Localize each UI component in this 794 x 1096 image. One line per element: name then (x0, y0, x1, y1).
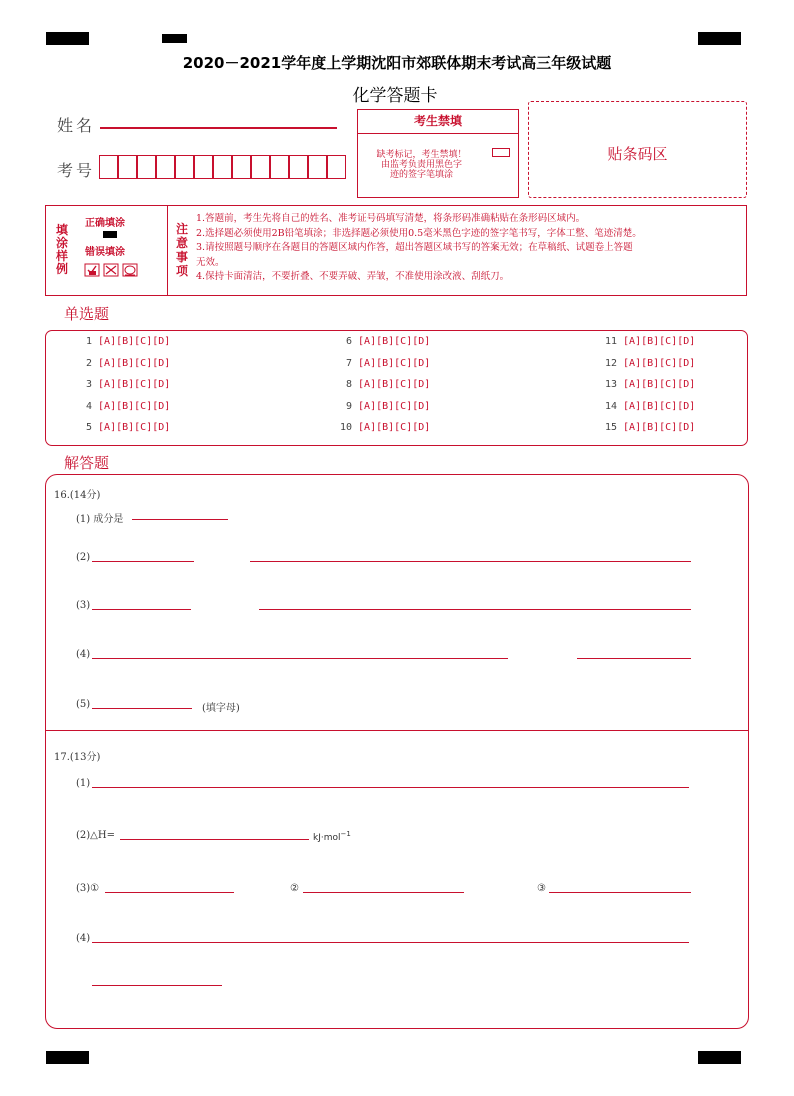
mc-row[interactable] (597, 379, 695, 390)
question-number: 14 (604, 401, 617, 412)
q17-part2-label: (2)△H= (76, 830, 115, 841)
notice-label: 注意事项 (176, 222, 189, 278)
q17-heading: 17.(13分) (54, 752, 101, 763)
answer-options[interactable]: [A][B][C][D] (623, 336, 696, 347)
mc-row[interactable] (332, 358, 430, 369)
notice-item: 无效。 (196, 256, 225, 268)
q17-part4-answer-b[interactable] (92, 985, 222, 986)
question-number: 13 (604, 379, 617, 390)
mc-row[interactable] (72, 422, 170, 433)
question-number: 7 (345, 358, 352, 369)
q16-part2-label: (2) (76, 552, 91, 563)
registration-mark-bottom-right (698, 1051, 741, 1064)
question-number: 11 (604, 336, 617, 347)
mc-row[interactable] (332, 422, 430, 433)
q17-part1-label: (1) (76, 778, 91, 789)
answer-options[interactable]: [A][B][C][D] (358, 401, 431, 412)
id-cell[interactable] (232, 155, 251, 179)
id-cell[interactable] (99, 155, 118, 179)
absent-text-line: 缺考标记，考生禁填！ (376, 150, 467, 160)
q16-part5-note: (填字母) (202, 703, 240, 714)
answer-options[interactable]: [A][B][C][D] (98, 336, 171, 347)
mc-row[interactable] (332, 379, 430, 390)
mc-row[interactable] (72, 358, 170, 369)
q16-heading: 16.(14分) (54, 490, 101, 501)
mc-row[interactable] (72, 379, 170, 390)
id-cell[interactable] (327, 155, 346, 179)
q17-part4-answer-a[interactable] (92, 942, 689, 943)
wrong-fill-label: 错误填涂 (85, 247, 125, 258)
q17-part3-label-2: ② (290, 883, 299, 894)
question-number: 9 (345, 401, 352, 412)
question-number: 6 (345, 336, 352, 347)
id-cell[interactable] (137, 155, 156, 179)
absent-mark-box[interactable] (492, 148, 510, 157)
absent-text-line: 迹的签字笔填涂 (389, 170, 453, 180)
id-cell[interactable] (308, 155, 327, 179)
id-cell[interactable] (270, 155, 289, 179)
question-number: 3 (85, 379, 92, 390)
answer-options[interactable]: [A][B][C][D] (358, 422, 431, 433)
absent-box (357, 109, 519, 198)
q16-part5-answer[interactable] (92, 708, 192, 709)
answer-divider (46, 730, 748, 731)
registration-mark-top-right (698, 32, 741, 45)
question-number: 15 (604, 422, 617, 433)
notice-item: 3.请按照题号顺序在各题目的答题区域内作答，超出答题区域书写的答案无效；在草稿纸、试题卷上答题 (196, 242, 633, 253)
mc-row[interactable] (597, 358, 695, 369)
answer-options[interactable]: [A][B][C][D] (98, 379, 171, 390)
q16-part1-label: (1) 成分是 (76, 514, 124, 525)
registration-mark-top-center (162, 34, 187, 43)
q17-part3-answer-3[interactable] (549, 892, 691, 893)
exam-title: 2020－2021学年度上学期沈阳市郊联体期末考试高三年级试题 (182, 54, 612, 72)
q16-part3-answer-b[interactable] (259, 609, 691, 610)
mc-row[interactable] (332, 401, 430, 412)
q17-part3-label-3: ③ (537, 883, 546, 894)
unit-exponent: −1 (340, 830, 351, 838)
mc-row[interactable] (72, 336, 170, 347)
answer-options[interactable]: [A][B][C][D] (358, 379, 431, 390)
q17-part3-answer-2[interactable] (303, 892, 464, 893)
fill-sample-label: 填涂样例 (56, 223, 69, 276)
barcode-label: 贴条码区 (607, 145, 668, 163)
answer-options[interactable]: [A][B][C][D] (98, 358, 171, 369)
mc-row[interactable] (597, 422, 695, 433)
answer-options[interactable]: [A][B][C][D] (358, 358, 431, 369)
fill-sample-panel (46, 206, 168, 295)
q16-part4-answer-a[interactable] (92, 658, 508, 659)
id-cell[interactable] (251, 155, 270, 179)
q16-part4-label: (4) (76, 649, 91, 660)
registration-mark-bottom-left (46, 1051, 89, 1064)
id-cell[interactable] (194, 155, 213, 179)
answer-options[interactable]: [A][B][C][D] (623, 379, 696, 390)
registration-mark-top-left (46, 32, 89, 45)
question-number: 8 (345, 379, 352, 390)
card-subtitle: 化学答题卡 (352, 86, 438, 106)
q17-part1-answer[interactable] (92, 787, 689, 788)
mc-row[interactable] (597, 336, 695, 347)
answer-options[interactable]: [A][B][C][D] (623, 401, 696, 412)
answer-section-title: 解答题 (64, 454, 110, 472)
answer-options[interactable]: [A][B][C][D] (358, 336, 431, 347)
q17-part2-answer[interactable] (120, 839, 309, 840)
answer-options[interactable]: [A][B][C][D] (623, 358, 696, 369)
instructions-box (45, 205, 747, 296)
answer-options[interactable]: [A][B][C][D] (98, 401, 171, 412)
q16-part5-label: (5) (76, 699, 91, 710)
answer-options[interactable]: [A][B][C][D] (623, 422, 696, 433)
id-cell[interactable] (175, 155, 194, 179)
name-field[interactable] (100, 127, 337, 129)
unit-text: kJ·mol (313, 833, 341, 843)
notice-item: 1.答题前，考生先将自己的姓名、准考证号码填写清楚，将条形码准确粘贴在条形码区域内。 (196, 213, 586, 224)
id-cell[interactable] (213, 155, 232, 179)
absent-box-title: 考生禁填 (358, 110, 518, 134)
q16-part2-answer-a[interactable] (92, 561, 194, 562)
q16-part1-answer[interactable] (132, 519, 228, 520)
name-label: 姓名 (57, 116, 96, 135)
id-cell[interactable] (156, 155, 175, 179)
question-number: 5 (85, 422, 92, 433)
notice-text (196, 212, 744, 285)
question-number: 1 (85, 336, 92, 347)
absent-text-line: 由监考负责用黑色字 (380, 160, 462, 170)
single-choice-title: 单选题 (64, 305, 110, 323)
answer-options[interactable]: [A][B][C][D] (98, 422, 171, 433)
q17-part4-label: (4) (76, 933, 91, 944)
mc-row[interactable] (72, 401, 170, 412)
q16-part2-answer-b[interactable] (250, 561, 691, 562)
correct-fill-label: 正确填涂 (85, 218, 125, 229)
id-label: 考号 (57, 161, 96, 180)
q16-part3-label: (3) (76, 600, 91, 611)
question-number: 4 (85, 401, 92, 412)
id-cell[interactable] (289, 155, 308, 179)
absent-box-text (364, 150, 479, 180)
wrong-fill-icons (84, 262, 140, 278)
mc-row[interactable] (597, 401, 695, 412)
q17-part3-answer-1[interactable] (105, 892, 234, 893)
q16-part3-answer-a[interactable] (92, 609, 191, 610)
id-cell[interactable] (118, 155, 137, 179)
notice-item: 2.选择题必须使用2B铅笔填涂；非选择题必须使用0.5毫米黑色字迹的签字笔书写，字体工整、笔迹清楚。 (196, 227, 642, 239)
correct-fill-sample (103, 231, 117, 238)
question-number: 2 (85, 358, 92, 369)
question-number: 10 (339, 422, 352, 433)
q16-part4-answer-b[interactable] (577, 658, 691, 659)
answer-box (45, 474, 749, 1029)
notice-item: 4.保持卡面清洁，不要折叠、不要弄破、弄皱，不准使用涂改液、刮纸刀。 (196, 271, 510, 282)
q17-part2-unit (313, 830, 351, 843)
mc-row[interactable] (332, 336, 430, 347)
question-number: 12 (604, 358, 617, 369)
barcode-area (528, 101, 747, 198)
q17-part3-label: (3)① (76, 883, 100, 894)
